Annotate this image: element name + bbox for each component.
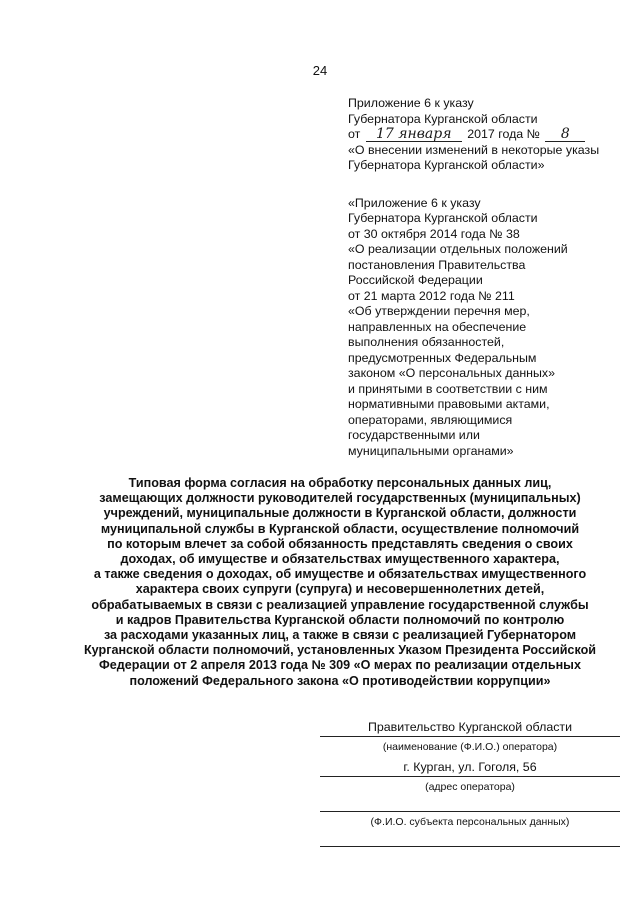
handwritten-number-text: 8 xyxy=(560,126,570,142)
title-line: Федерации от 2 апреля 2013 года № 309 «О мерах по реализации отдельных xyxy=(99,658,581,673)
quoted-appendix xyxy=(348,196,628,460)
page-number: 24 xyxy=(312,63,328,78)
quoted-line: муниципальными органами» xyxy=(348,443,514,458)
title-line: и кадров Правительства Курганской области полномочий по контролю xyxy=(115,612,565,627)
subject-name-caption: (Ф.И.О. субъекта персональных данных) xyxy=(370,816,570,828)
quoted-line: предусмотренных Федеральным xyxy=(348,350,537,365)
quoted-line: постановления Правительства xyxy=(348,257,526,272)
quoted-line: Российской Федерации xyxy=(348,273,483,287)
appendix-date-line xyxy=(348,127,628,143)
title-line: учреждений, муниципальные должности в Курганской области, должности xyxy=(103,506,577,521)
appendix-line: Губернатора Курганской области» xyxy=(348,158,545,172)
operator-address: г. Курган, ул. Гоголя, 56 xyxy=(403,760,537,774)
title-line: характера своих супруги (супруга) и несовершеннолетних детей, xyxy=(135,582,545,597)
appendix-line: «О внесении изменений в некоторые указы xyxy=(348,142,600,157)
quoted-line: от 30 октября 2014 года № 38 xyxy=(348,226,520,241)
appendix-line: Приложение 6 к указу xyxy=(348,96,474,110)
quoted-line: операторами, являющимися xyxy=(348,412,513,427)
quoted-line: «О реализации отдельных положений xyxy=(348,242,568,256)
title-line: за расходами указанных лиц, а также в связи с реализацией Губернатором xyxy=(103,628,577,643)
title-line: по которым влечет за собой обязанность представлять сведения о своих xyxy=(107,536,573,551)
quoted-line: «Приложение 6 к указу xyxy=(348,195,481,210)
quoted-line: нормативными правовыми актами, xyxy=(348,397,550,411)
title-line: положений Федерального закона «О противодействии коррупции» xyxy=(129,673,551,688)
form-title xyxy=(80,476,600,689)
title-line: Типовая форма согласия на обработку персональных данных лиц, xyxy=(128,476,552,490)
operator-block xyxy=(320,718,620,847)
title-line: доходах, об имуществе и обязательствах имущественного характера, xyxy=(120,552,560,567)
subject-name-line xyxy=(320,811,620,812)
blank-line xyxy=(320,846,620,847)
date-prefix: от xyxy=(348,127,361,141)
handwritten-date xyxy=(368,127,460,143)
date-underline xyxy=(366,141,462,142)
title-line: обрабатываемых в связи с реализацией управление государственной службы xyxy=(91,597,589,612)
quoted-line: направленных на обеспечение xyxy=(348,319,527,334)
quoted-line: Губернатора Курганской области xyxy=(348,211,538,225)
number-underline xyxy=(545,141,585,142)
title-line: а также сведения о доходах, об имуществе и обязательствах имущественного xyxy=(93,567,587,582)
quoted-line: «Об утверждении перечня мер, xyxy=(348,304,530,318)
quoted-line: государственными или xyxy=(348,428,480,442)
quoted-line: выполнения обязанностей, xyxy=(348,335,505,349)
handwritten-number xyxy=(547,127,583,143)
handwritten-date-text: 17 января xyxy=(376,126,452,142)
quoted-line: и принятыми в соответствии с ним xyxy=(348,381,548,396)
quoted-line: законом «О персональных данных» xyxy=(348,366,556,380)
title-line: муниципальной службы в Курганской области, осуществление полномочий xyxy=(100,521,580,536)
appendix-line: Губернатора Курганской области xyxy=(348,111,538,126)
title-line: замещающих должности руководителей государственных (муниципальных) xyxy=(99,491,581,506)
operator-address-caption: (адрес оператора) xyxy=(425,781,515,793)
quoted-line: от 21 марта 2012 года № 211 xyxy=(348,288,515,303)
operator-name-caption: (наименование (Ф.И.О.) оператора) xyxy=(382,741,558,753)
title-line: Курганской области полномочий, установленных Указом Президента Российской xyxy=(83,643,597,658)
date-mid: 2017 года № xyxy=(467,127,540,141)
operator-name: Правительство Курганской области xyxy=(367,720,573,734)
appendix-header xyxy=(348,96,628,459)
operator-name-line xyxy=(320,736,620,737)
operator-address-line xyxy=(320,776,620,777)
